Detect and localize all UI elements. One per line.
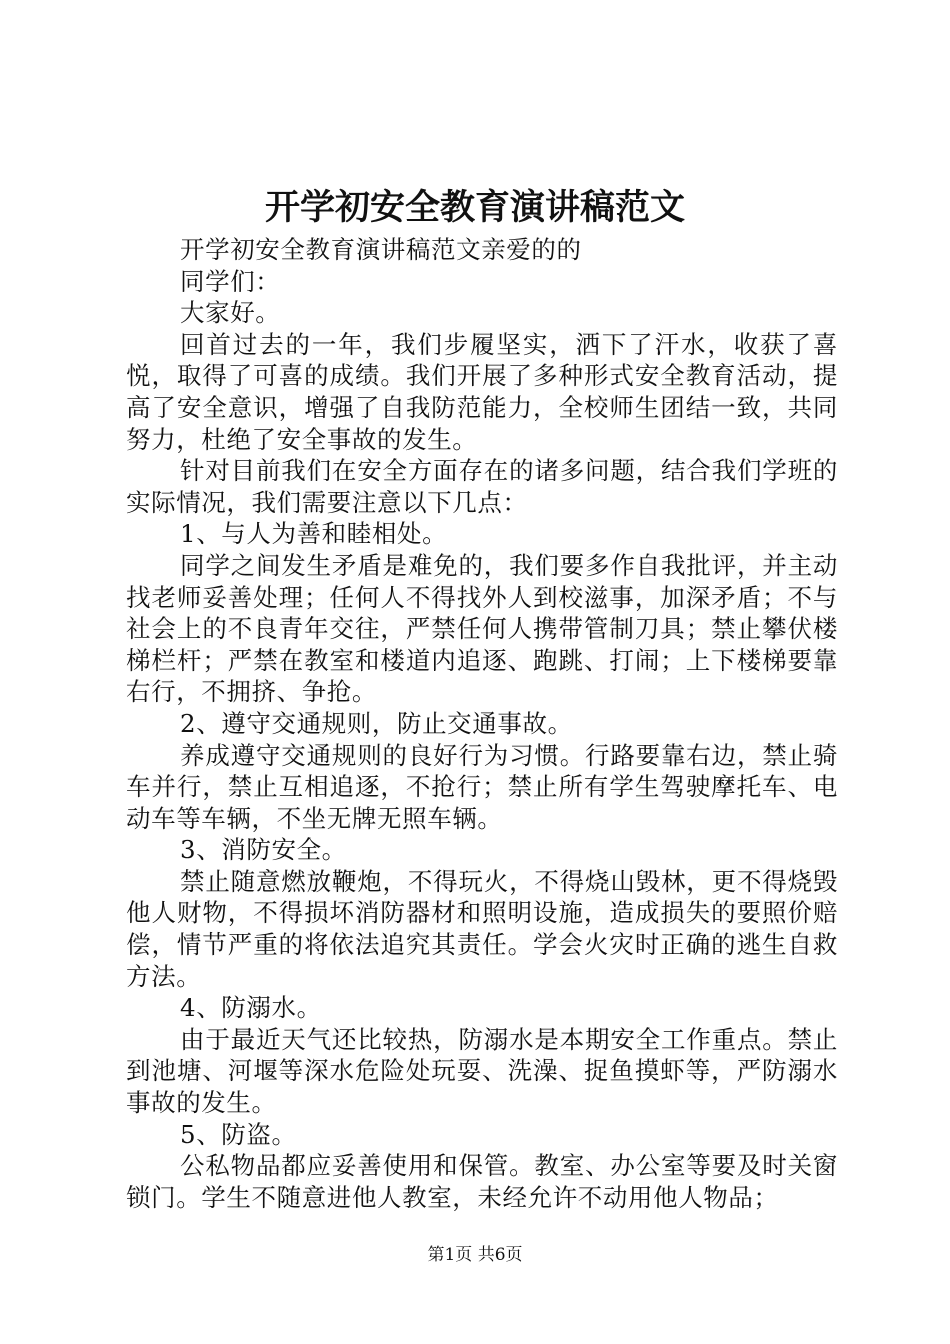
paragraph: 由于最近天气还比较热，防溺水是本期安全工作重点。禁止到池塘、河堰等深水危险处玩耍、洗澡、捉鱼摸虾等，严防溺水事故的发生。 — [126, 1024, 838, 1118]
section-heading: 3、消防安全。 — [180, 835, 347, 865]
page-footer: 第1页 共6页 — [427, 1245, 523, 1265]
section-heading: 5、防盗。 — [180, 1119, 297, 1149]
paragraph: 回首过去的一年，我们步履坚实，洒下了汗水，收获了喜悦，取得了可喜的成绩。我们开展了多种形式安全教育活动，提高了安全意识，增强了自我防范能力，全校师生团结一致，共同努力，杜绝了安全事故的发生。 — [126, 329, 838, 454]
paragraph: 针对目前我们在安全方面存在的诸多问题，结合我们学班的实际情况，我们需要注意以下几点： — [126, 456, 838, 517]
section-heading: 4、防溺水。 — [180, 993, 322, 1023]
document-title: 开学初安全教育演讲稿范文 — [264, 187, 685, 228]
paragraph: 同学之间发生矛盾是难免的，我们要多作自我批评，并主动找老师妥善处理；任何人不得找外人到校滋事，加深矛盾；不与社会上的不良青年交往，严禁任何人携带管制刀具；禁止攀伏楼梯栏杆；严禁在教室和楼道内追逐、跑跳、打闹；上下楼梯要靠右行，不拥挤、争抢。 — [126, 550, 838, 707]
paragraph: 禁止随意燃放鞭炮，不得玩火，不得烧山毁林，更不得烧毁他人财物，不得损坏消防器材和照明设施，造成损失的要照价赔偿，情节严重的将依法追究其责任。学会火灾时正确的逃生自救方法。 — [126, 866, 838, 991]
section-heading: 1、与人为善和睦相处。 — [180, 519, 448, 549]
section-heading: 2、遵守交通规则，防止交通事故。 — [180, 708, 573, 738]
paragraph: 同学们： — [180, 266, 281, 296]
paragraph: 大家好。 — [180, 298, 281, 328]
paragraph: 开学初安全教育演讲稿范文亲爱的的 — [180, 235, 582, 264]
paragraph: 养成遵守交通规则的良好行为习惯。行路要靠右边，禁止骑车并行，禁止互相追逐，不抢行；禁止所有学生驾驶摩托车、电动车等车辆，不坐无牌无照车辆。 — [126, 740, 838, 833]
document-body — [126, 234, 838, 1213]
paragraph: 公私物品都应妥善使用和保管。教室、办公室等要及时关窗锁门。学生不随意进他人教室，未经允许不动用他人物品； — [126, 1151, 838, 1212]
